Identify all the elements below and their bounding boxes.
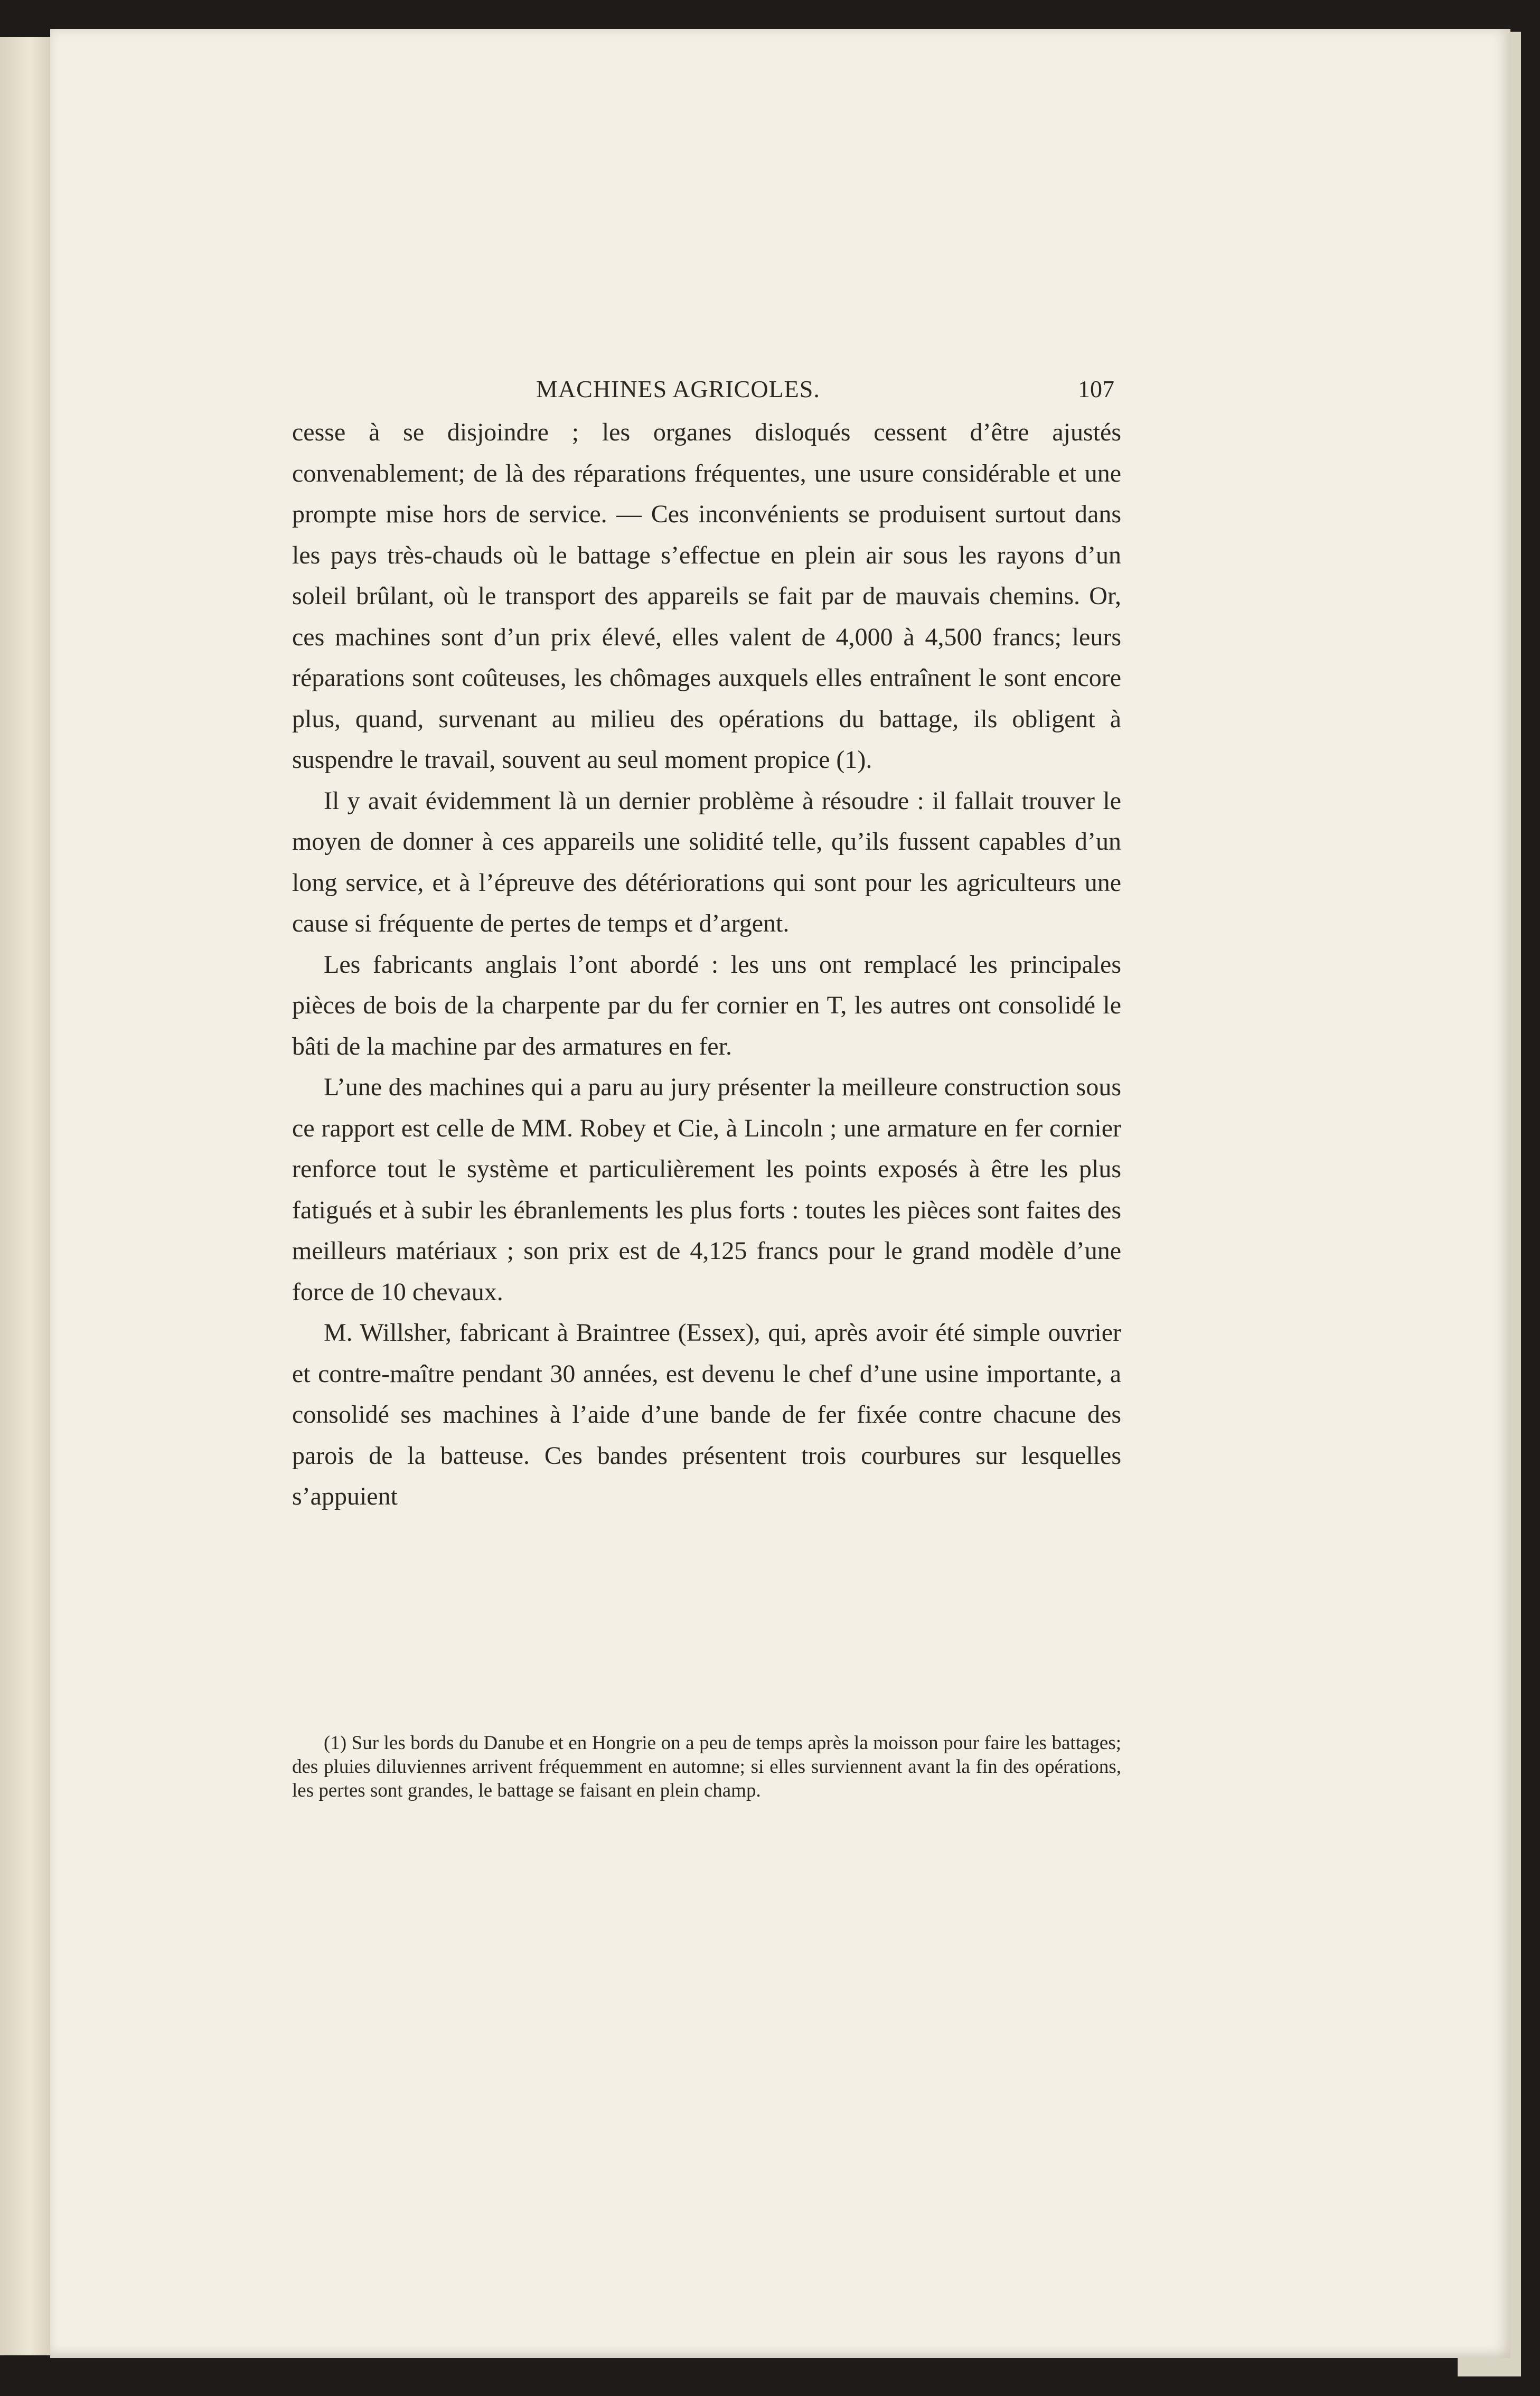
adjacent-page-edge xyxy=(0,37,50,2355)
paragraph: L’une des machines qui a paru au jury présenter la meilleure construction sous ce rapport est celle de MM. Robey et Cie, à Lincoln ; une armature en fer cornier renforce tout le système et particulièrement les points exposés à être les plus fatigués et à subir les ébranlements les plus forts : toutes les pièces sont faites des meilleurs matériaux ; son prix est de 4,125 francs pour le grand modèle d’une force de 10 chevaux. xyxy=(292,1073,1121,1306)
paragraph: cesse à se disjoindre ; les organes disloqués cessent d’être ajustés convenablement; de là des réparations fréquentes, une usure considérable et une prompte mise hors de service. — Ces inconvénients se produisent surtout dans les pays très-chauds où le battage s’effectue en plein air sous les rayons d’un soleil brûlant, où le transport des appareils se fait par de mauvais chemins. Or, ces machines sont d’un prix élevé, elles valent de 4,000 à 4,500 francs; leurs réparations sont coûteuses, les chômages auxquels elles entraînent le sont encore plus, quand, survenant au milieu des opérations du battage, ils obligent à suspendre le travail, souvent au seul moment propice (1). xyxy=(292,418,1121,774)
body-text xyxy=(292,412,1121,1517)
paragraph: M. Willsher, fabricant à Braintree (Essex), qui, après avoir été simple ouvrier et contre-maître pendant 30 années, est devenu le chef d’une usine importante, a consolidé ses machines à l’aide d’une bande de fer fixée contre chacune des parois de la batteuse. Ces bandes présentent trois courbures sur lesquelles s’appuient xyxy=(292,1319,1121,1510)
page-number: 107 xyxy=(1078,375,1114,402)
footnote: (1) Sur les bords du Danube et en Hongrie on a peu de temps après la moisson pour faire les battages; des pluies diluviennes arrivent fréquemment en automne; si elles surviennent avant la fin des opérations, les pertes sont grandes, le battage se faisant en plein champ. xyxy=(292,1732,1121,1801)
page-header xyxy=(243,375,1114,407)
paragraph: Il y avait évidemment là un dernier problème à résoudre : il fallait trouver le moyen de donner à ces appareils une solidité telle, qu’ils fussent capables d’un long service, et à l’épreuve des détériorations qui sont pour les agriculteurs une cause si fréquente de pertes de temps et d’argent. xyxy=(292,786,1121,937)
paragraph: Les fabricants anglais l’ont abordé : les uns ont remplacé les principales pièces de bois de la charpente par du fer cornier en T, les autres ont consolidé le bâti de la machine par des armatures en fer. xyxy=(292,950,1121,1060)
running-title: MACHINES AGRICOLES. xyxy=(536,375,820,402)
